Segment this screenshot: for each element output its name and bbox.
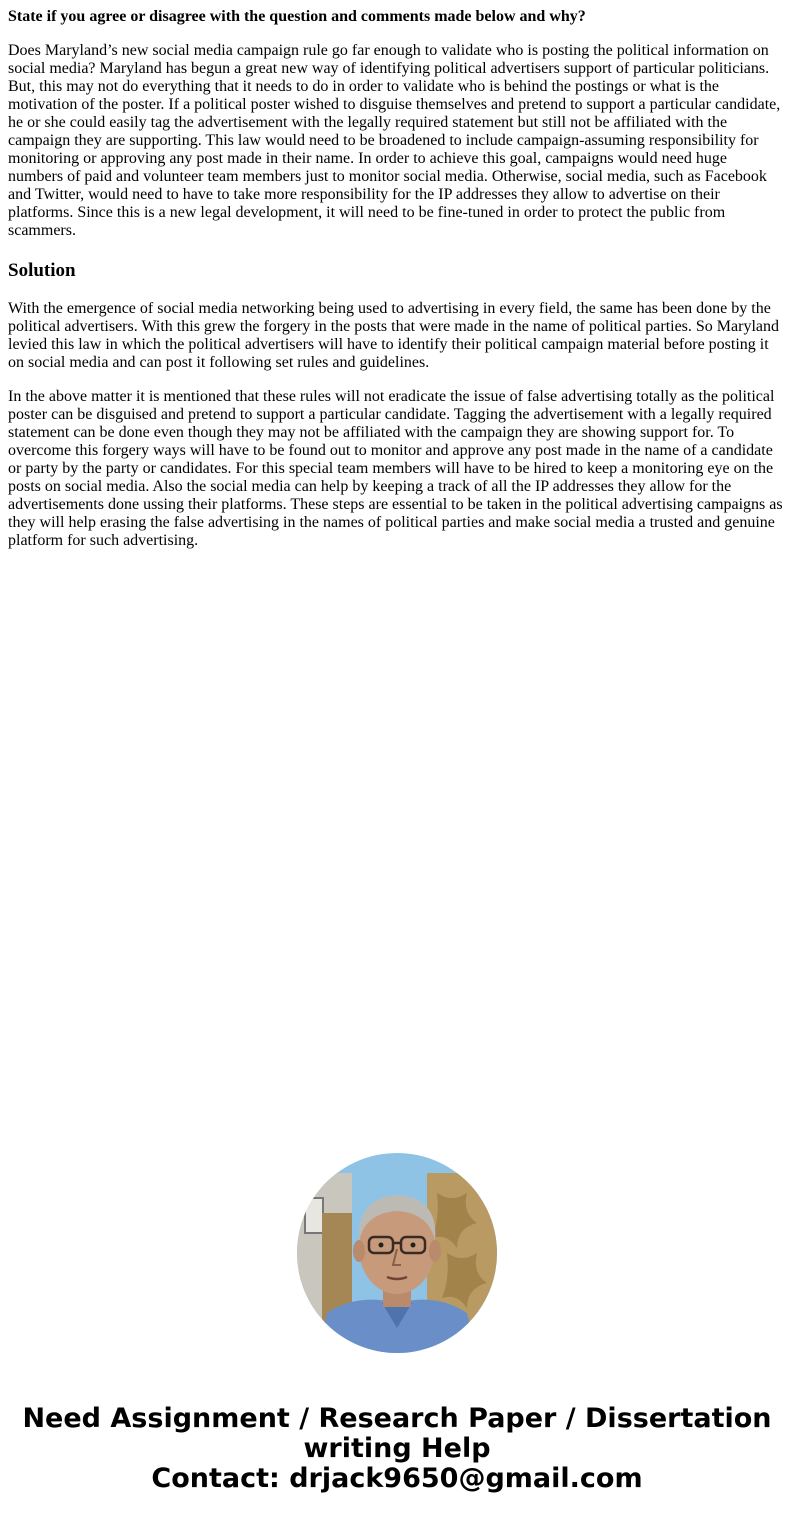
solution-paragraph: With the emergence of social media networking being used to advertising in every field, the same has been done by the political advertisers. With this grew the forgery in the posts that were made in the name of political parties. So Maryland levied this law in which the political advertisers will have to identify their political campaign material before posting it on social media and can post it following set rules and guidelines. <box>8 300 780 371</box>
solution-heading: Solution <box>8 260 76 281</box>
promo-line: Need Assignment / Research Paper / Dissertation <box>22 1403 772 1434</box>
question-body: Does Maryland’s new social media campaign rule go far enough to validate who is posting the political information on social media? Maryland has begun a great new way of identifying political advertisers support of particular politicians. But, this may not do everything that it needs to do in order to validate who is behind the postings or what is the motivation of the poster. If a political poster wished to disguise themselves and pretend to support a particular candidate, he or she could easily tag the advertisement with the legally required statement but still not be affiliated with the campaign they are supporting. This law would need to be broadened to include campaign-assuming responsibility for monitoring or approving any post made in their name. In order to achieve this goal, campaigns would need huge numbers of paid and volunteer team members just to monitor social media. Otherwise, social media, such as Facebook and Twitter, would need to have to take more responsibility for the IP addresses they allow to advertise on their platforms. Since this is a new legal development, it will need to be fine-tuned in order to protect the public from scammers. <box>8 42 781 239</box>
solution-paragraph: In the above matter it is mentioned that these rules will not eradicate the issue of false advertising totally as the political poster can be disguised and pretend to support a particular candidate. Tagging the advertisement with a legally required statement can be done even though they may not be affiliated with the campaign they are showing support for. To overcome this forgery ways will have to be found out to monitor and approve any post made in the name of a candidate or party by the party or candidates. For this special team members will have to be hired to keep a monitoring eye on the posts on social media. Also the social media can help by keeping a track of all the IP addresses they allow for the advertisements done ussing their platforms. These steps are essential to be taken in the political advertising campaigns as they will help erasing the false advertising in the names of political parties and make social media a trusted and genuine platform for such advertising. <box>8 388 783 549</box>
question-title: State if you agree or disagree with the question and comments made below and why? <box>8 8 586 25</box>
document-content <box>8 0 786 550</box>
avatar-photo-icon <box>297 1153 497 1353</box>
promo-line: writing Help <box>303 1433 491 1464</box>
promo-banner <box>0 1404 794 1494</box>
avatar <box>297 1153 497 1353</box>
promo-contact: Contact: drjack9650@gmail.com <box>151 1463 643 1494</box>
